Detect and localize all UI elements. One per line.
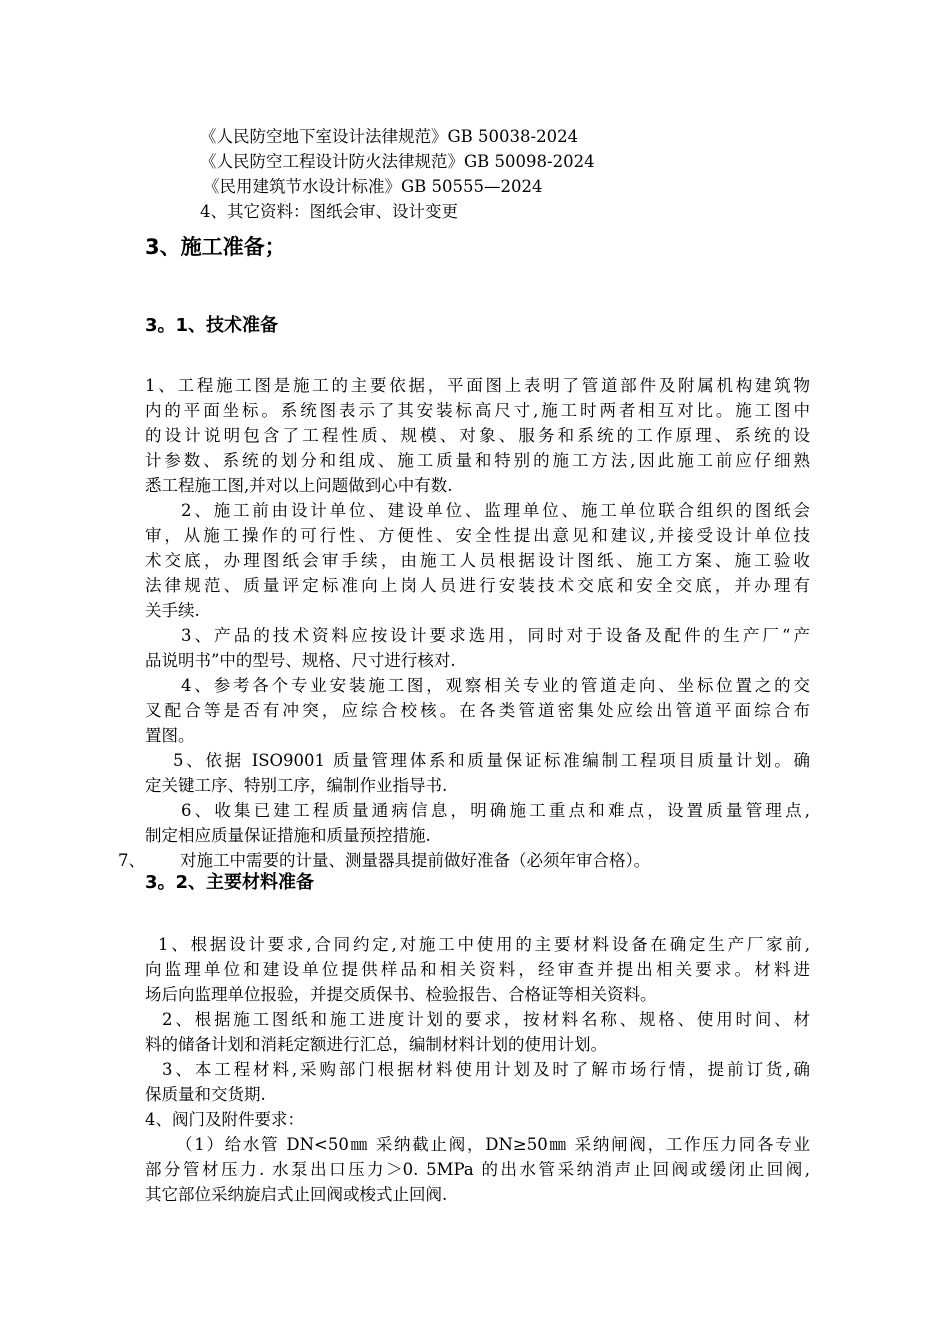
paragraph-line: 场后向监理单位报验，并提交质保书、检验报告、合格证等相关资料。 [145,985,657,1004]
paragraph-line: 1、根据设计要求,合同约定,对施工中使用的主要材料设备在确定生产厂家前, [158,935,810,954]
paragraph-line: 审，从施工操作的可行性、方便性、安全性提出意见和建议,并接受设计单位技 [145,526,810,545]
paragraph-line: 6、收集已建工程质量通病信息，明确施工重点和难点，设置质量管理点, [181,801,810,820]
paragraph-line: 1、工程施工图是施工的主要依据，平面图上表明了管道部件及附属机构建筑物 [145,376,810,395]
section-3-2-heading: 3。2、主要材料准备 [145,872,315,893]
list-number: 7、 [118,851,145,870]
paragraph-line: 对施工中需要的计量、测量器具提前做好准备（必须年审合格）。 [180,851,651,870]
other-materials-line: 4、其它资料：图纸会审、设计变更 [200,202,458,221]
paragraph-line: 法律规范、质量评定标准向上岗人员进行安装技术交底和安全交底，并办理有 [145,576,810,595]
section-3-1-heading: 3。1、技术准备 [145,315,279,336]
paragraph-line: 5、依据 ISO9001 质量管理体系和质量保证标准编制工程项目质量计划。确 [173,751,810,770]
paragraph-line: 4、阀门及附件要求： [145,1110,304,1129]
reference-line: 《民用建筑节水设计标准》GB 50555—2024 [203,177,543,196]
paragraph-line: 料的储备计划和消耗定额进行汇总，编制材料计划的使用计划。 [145,1035,607,1054]
paragraph-line: 3、本工程材料,采购部门根据材料使用计划及时了解市场行情，提前订货,确 [162,1060,810,1079]
paragraph-line: 的设计说明包含了工程性质、规模、对象、服务和系统的工作原理、系统的设 [145,426,810,445]
paragraph-line: 4、参考各个专业安装施工图，观察相关专业的管道走向、坐标位置之的交 [181,676,810,695]
paragraph-line: 制定相应质量保证措施和质量预控措施. [145,826,431,845]
paragraph-line: 保质量和交货期. [145,1085,266,1104]
paragraph-line: 其它部位采纳旋启式止回阀或梭式止回阀. [145,1185,448,1204]
paragraph-line: 置图。 [145,726,195,745]
paragraph-line: （1）给水管 DN<50㎜ 采纳截止阀，DN≥50㎜ 采纳闸阀，工作压力同各专业 [176,1135,810,1154]
paragraph-line: 定关键工序、特别工序，编制作业指导书. [145,776,448,795]
reference-line: 《人民防空地下室设计法律规范》GB 50038-2024 [200,127,579,146]
paragraph-line: 悉工程施工图,并对以上问题做到心中有数. [145,476,453,495]
paragraph-line: 3、产品的技术资料应按设计要求选用，同时对于设备及配件的生产厂“产 [181,626,810,645]
paragraph-line: 2、施工前由设计单位、建设单位、监理单位、施工单位联合组织的图纸会 [181,501,810,520]
paragraph-line: 术交底，办理图纸会审手续，由施工人员根据设计图纸、施工方案、施工验收 [145,551,810,570]
paragraph-line: 品说明书”中的型号、规格、尺寸进行核对. [145,651,456,670]
paragraph-line: 2、根据施工图纸和施工进度计划的要求，按材料名称、规格、使用时间、材 [162,1010,810,1029]
paragraph-line: 叉配合等是否有冲突，应综合校核。在各类管道密集处应绘出管道平面综合布 [145,701,810,720]
paragraph-line: 内的平面坐标。系统图表示了其安装标高尺寸,施工时两者相互对比。施工图中 [145,401,810,420]
reference-line: 《人民防空工程设计防火法律规范》GB 50098-2024 [200,152,595,171]
paragraph-line: 向监理单位和建设单位提供样品和相关资料，经审查并提出相关要求。材料进 [145,960,810,979]
paragraph-line: 部分管材压力. 水泵出口压力＞0. 5MPa 的出水管采纳消声止回阀或缓闭止回阀, [145,1160,810,1179]
section-3-heading: 3、施工准备； [145,235,286,259]
paragraph-line: 关手续. [145,601,200,620]
paragraph-line: 计参数、系统的划分和组成、施工质量和特别的施工方法,因此施工前应仔细熟 [145,451,810,470]
